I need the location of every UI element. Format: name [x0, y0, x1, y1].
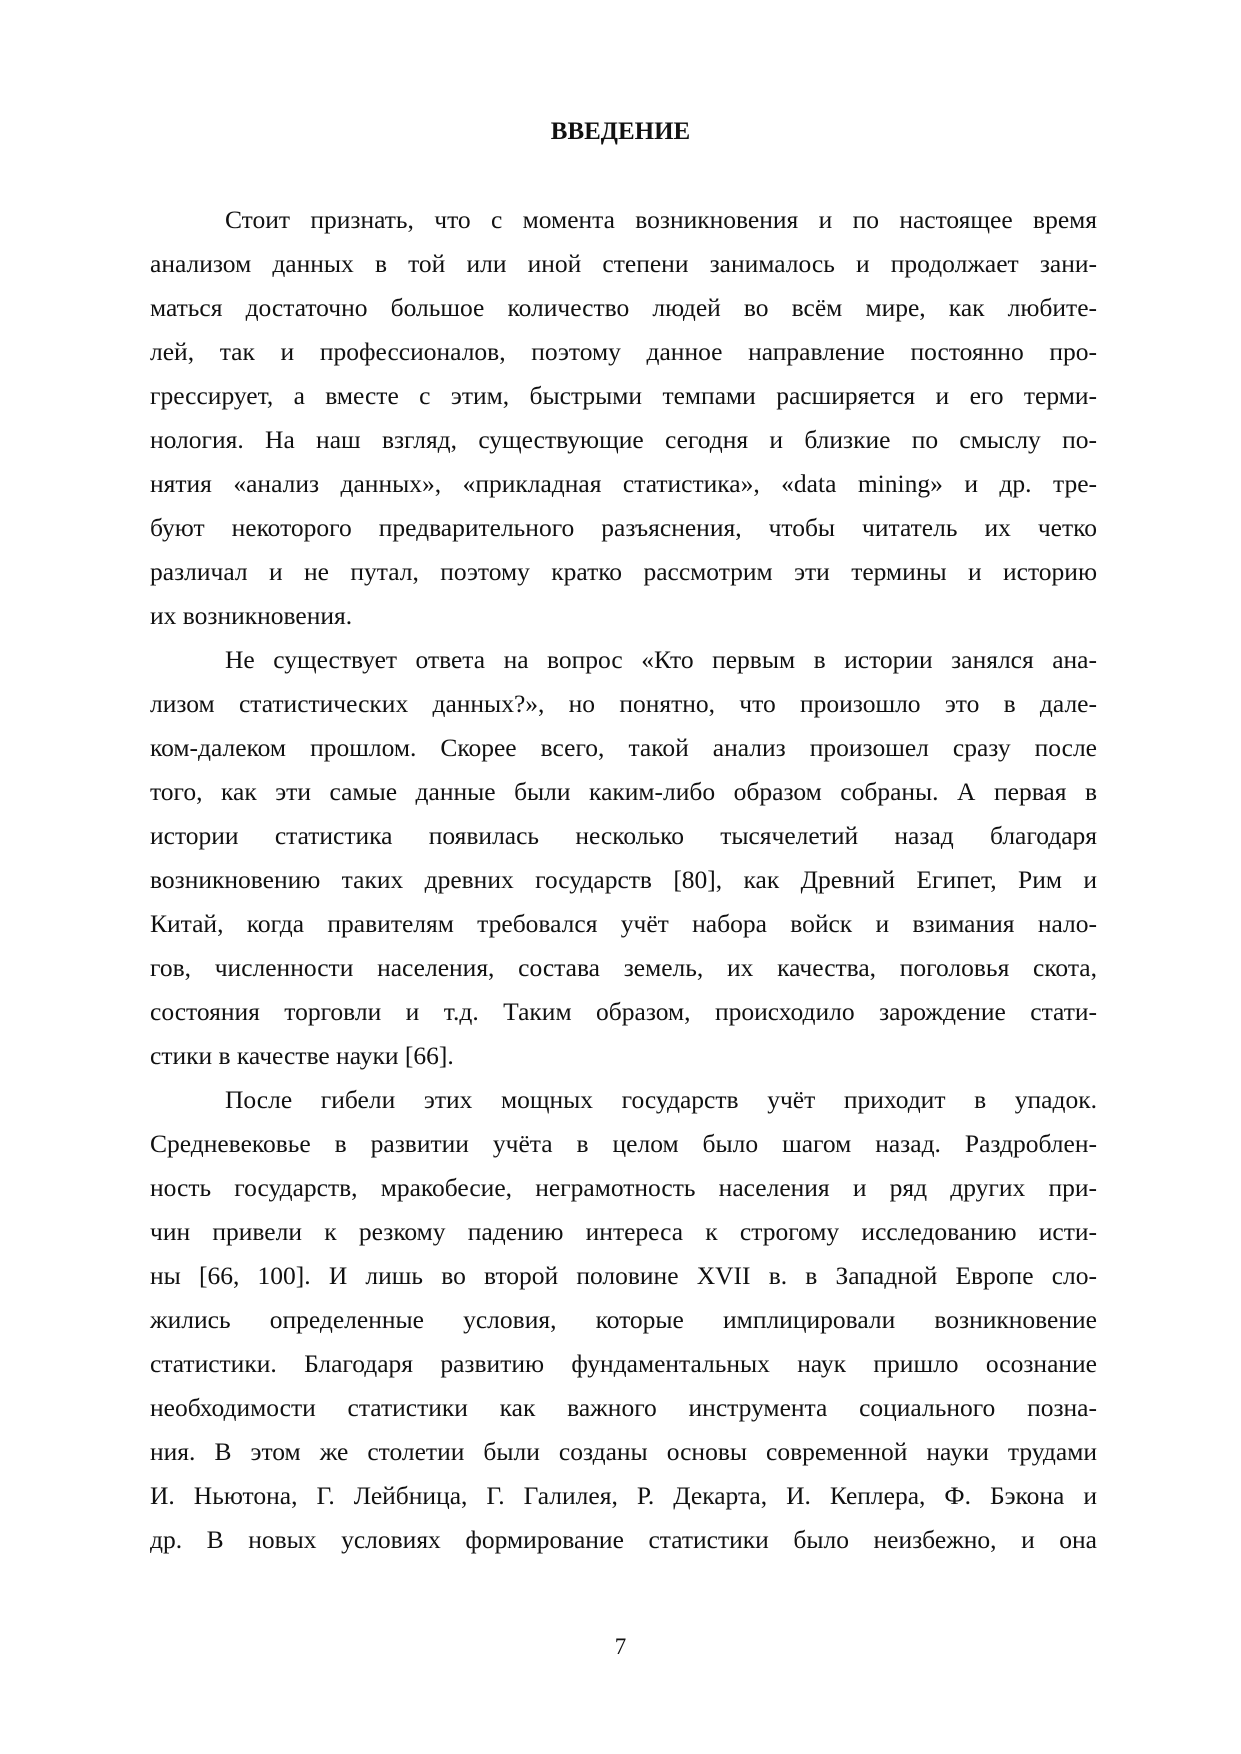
- text-line: различал и не путал, поэтому кратко рассмотрим эти термины и историю: [150, 557, 1097, 586]
- paragraph: [150, 638, 1097, 1078]
- text-line: ны [66, 100]. И лишь во второй половине XVII в. в Западной Европе сло-: [150, 1261, 1097, 1290]
- text-line: гов, численности населения, состава земель, их качества, поголовья скота,: [150, 953, 1097, 982]
- text-line: анализом данных в той или иной степени занималось и продолжает зани-: [150, 249, 1097, 278]
- text-line: необходимости статистики как важного инструмента социального позна-: [150, 1393, 1097, 1422]
- text-line: истории статистика появилась несколько тысячелетий назад благодаря: [150, 821, 1097, 850]
- text-line: ком-далеком прошлом. Скорее всего, такой анализ произошел сразу после: [150, 733, 1097, 762]
- text-line: маться достаточно большое количество людей во всём мире, как любите-: [150, 293, 1097, 322]
- text-line: И. Ньютона, Г. Лейбница, Г. Галилея, Р. Декарта, И. Кеплера, Ф. Бэкона и: [150, 1481, 1097, 1510]
- text-line: грессирует, а вместе с этим, быстрыми темпами расширяется и его терми-: [150, 381, 1097, 410]
- text-line: лей, так и профессионалов, поэтому данное направление постоянно про-: [150, 337, 1097, 366]
- page-number: 7: [614, 1634, 627, 1659]
- paragraph: [150, 1078, 1097, 1562]
- text-line: Стоит признать, что с момента возникновения и по настоящее время: [225, 205, 1097, 234]
- body-text: [150, 198, 1097, 1562]
- text-line: нятия «анализ данных», «прикладная статистика», «data mining» и др. тре-: [150, 469, 1097, 498]
- paragraph: [150, 198, 1097, 638]
- text-line: их возникновения.: [150, 601, 353, 630]
- text-line: Не существует ответа на вопрос «Кто первым в истории занялся ана-: [225, 645, 1097, 674]
- text-line: Средневековье в развитии учёта в целом было шагом назад. Раздроблен-: [150, 1129, 1097, 1158]
- page-title: ВВЕДЕНИЕ: [550, 118, 691, 145]
- text-line: состояния торговли и т.д. Таким образом, происходило зарождение стати-: [150, 997, 1097, 1026]
- text-line: возникновению таких древних государств [80], как Древний Египет, Рим и: [150, 865, 1097, 894]
- text-line: жились определенные условия, которые имплицировали возникновение: [150, 1305, 1097, 1334]
- text-line: После гибели этих мощных государств учёт приходит в упадок.: [225, 1085, 1097, 1114]
- text-line: Китай, когда правителям требовался учёт набора войск и взимания нало-: [150, 909, 1097, 938]
- text-line: буют некоторого предварительного разъяснения, чтобы читатель их четко: [150, 513, 1097, 542]
- text-line: чин привели к резкому падению интереса к строгому исследованию исти-: [150, 1217, 1097, 1246]
- text-line: др. В новых условиях формирование статистики было неизбежно, и она: [150, 1525, 1097, 1554]
- text-line: лизом статистических данных?», но понятно, что произошло это в дале-: [150, 689, 1097, 718]
- text-line: ния. В этом же столетии были созданы основы современной науки трудами: [150, 1437, 1097, 1466]
- text-line: нология. На наш взгляд, существующие сегодня и близкие по смыслу по-: [150, 425, 1097, 454]
- text-line: статистики. Благодаря развитию фундаментальных наук пришло осознание: [150, 1349, 1097, 1378]
- text-line: ность государств, мракобесие, неграмотность населения и ряд других при-: [150, 1173, 1097, 1202]
- text-line: стики в качестве науки [66].: [150, 1041, 454, 1070]
- text-line: того, как эти самые данные были каким-либо образом собраны. А первая в: [150, 777, 1097, 806]
